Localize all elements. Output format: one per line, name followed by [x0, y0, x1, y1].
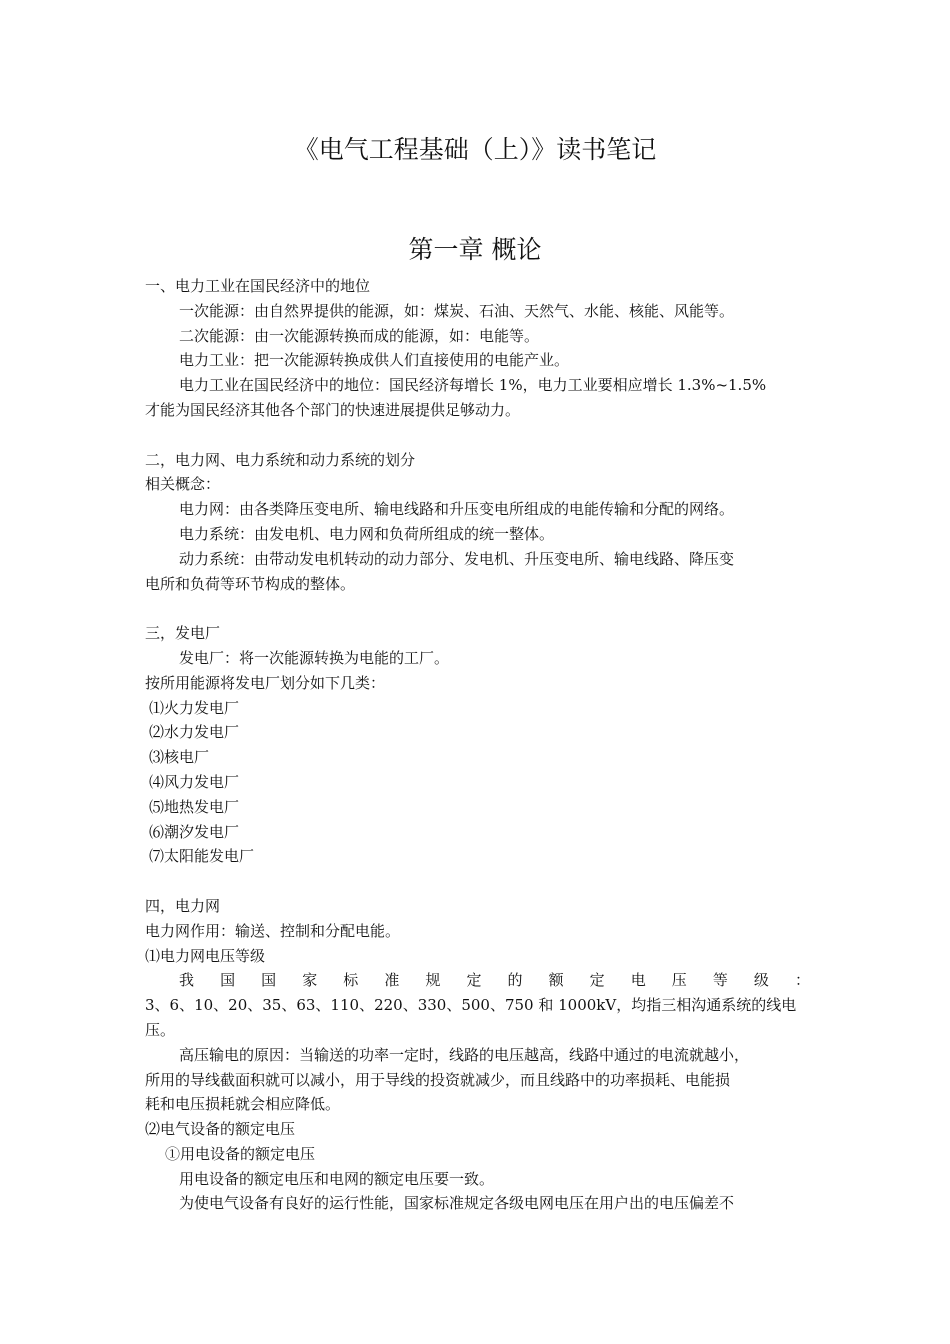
- spread-char: 的: [507, 971, 523, 990]
- spread-char: 定: [466, 971, 482, 990]
- voltage-standard-values: 3、6、10、20、35、63、110、220、330、500、750 和 1000kV，均指三相沟通系统的线电: [145, 996, 797, 1015]
- spread-char: 我: [179, 971, 195, 990]
- subitem-consumer-rated-voltage: ①用电设备的额定电压: [165, 1144, 316, 1163]
- spread-char: 级: [753, 971, 769, 990]
- list-item: ⑶核电厂: [149, 748, 210, 767]
- paragraph-secondary-energy: 二次能源：由一次能源转换而成的能源，如：电能等。: [179, 326, 540, 345]
- paragraph-dynamic-system-line2: 电所和负荷等环节构成的整体。: [145, 574, 356, 593]
- spread-char: 准: [384, 971, 400, 990]
- spread-char: ：: [794, 971, 810, 990]
- paragraph-power-industry: 电力工业：把一次能源转换成供人们直接使用的电能产业。: [179, 351, 570, 370]
- list-item: ⑹潮汐发电厂: [149, 822, 240, 841]
- paragraph-hv-reason-line1: 高压输电的原因：当输送的功率一定时，线路的电压越高，线路中通过的电流就越小，: [179, 1045, 750, 1064]
- spread-char: 压: [671, 971, 687, 990]
- section-heading-4: 四，电力网: [145, 896, 221, 915]
- chapter-title: 第一章 概论: [408, 235, 542, 264]
- list-item: ⑺太阳能发电厂: [149, 847, 255, 866]
- related-concepts-label: 相关概念：: [145, 475, 221, 494]
- list-item: ⑴火力发电厂: [149, 698, 240, 717]
- paragraph-industry-status-line2: 才能为国民经济其他各个部门的快速进展提供足够动力。: [145, 400, 521, 419]
- voltage-standard-spread-line: [145, 968, 810, 993]
- spread-char: 定: [589, 971, 605, 990]
- spread-char: 额: [548, 971, 564, 990]
- section-heading-3: 三，发电厂: [145, 624, 221, 643]
- spread-char: 国: [220, 971, 236, 990]
- section-heading-2: 二，电力网、电力系统和动力系统的划分: [145, 450, 416, 469]
- section-heading-1: 一、电力工业在国民经济中的地位: [145, 277, 371, 295]
- power-network-function: 电力网作用：输送、控制和分配电能。: [145, 921, 401, 940]
- blank-line: [145, 596, 810, 621]
- paragraph-power-plant: 发电厂：将一次能源转换为电能的工厂。: [179, 648, 450, 667]
- subheading-rated-voltage: ⑵电气设备的额定电压: [145, 1120, 296, 1139]
- blank-line: [145, 423, 810, 448]
- voltage-standard-end: 压。: [145, 1020, 176, 1039]
- spread-char: 家: [302, 971, 318, 990]
- subheading-voltage-levels: ⑴电力网电压等级: [145, 946, 266, 965]
- paragraph-hv-reason-line3: 耗和电压损耗就会相应降低。: [145, 1095, 341, 1114]
- paragraph-hv-reason-line2: 所用的导线截面积就可以减小，用于导线的投资就减少，而且线路中的功率损耗、电能损: [145, 1070, 731, 1089]
- blank-line: [145, 869, 810, 894]
- list-item: ⑷风力发电厂: [149, 772, 240, 791]
- paragraph-power-system: 电力系统：由发电机、电力网和负荷所组成的统一整体。: [179, 524, 555, 543]
- paragraph-industry-status-line1: 电力工业在国民经济中的地位：国民经济每增长 1%，电力工业要相应增长 1.3%~1.5%: [179, 376, 767, 395]
- document-body: [145, 274, 810, 1216]
- list-item: ⑸地热发电厂: [149, 797, 240, 816]
- paragraph-dynamic-system-line1: 动力系统：由带动发电机转动的动力部分、发电机、升压变电所、输电线路、降压变: [179, 549, 735, 568]
- paragraph-power-network: 电力网：由各类降压变电所、输电线路和升压变电所组成的电能传输和分配的网络。: [179, 500, 735, 519]
- plant-classification-intro: 按所用能源将发电厂划分如下几类：: [145, 673, 386, 692]
- paragraph-voltage-deviation: 为使电气设备有良好的运行性能，国家标准规定各级电网电压在用户出的电压偏差不: [179, 1194, 735, 1213]
- document-title: 《电气工程基础（上）》读书笔记: [293, 135, 657, 164]
- paragraph-consumer-voltage: 用电设备的额定电压和电网的额定电压要一致。: [179, 1169, 495, 1188]
- spread-char: 标: [343, 971, 359, 990]
- list-item: ⑵水力发电厂: [149, 723, 240, 742]
- spread-char: 规: [425, 971, 441, 990]
- spread-char: 电: [630, 971, 646, 990]
- spread-char: 等: [712, 971, 728, 990]
- spread-char: 国: [261, 971, 277, 990]
- paragraph-primary-energy: 一次能源：由自然界提供的能源，如：煤炭、石油、天然气、水能、核能、风能等。: [179, 301, 735, 320]
